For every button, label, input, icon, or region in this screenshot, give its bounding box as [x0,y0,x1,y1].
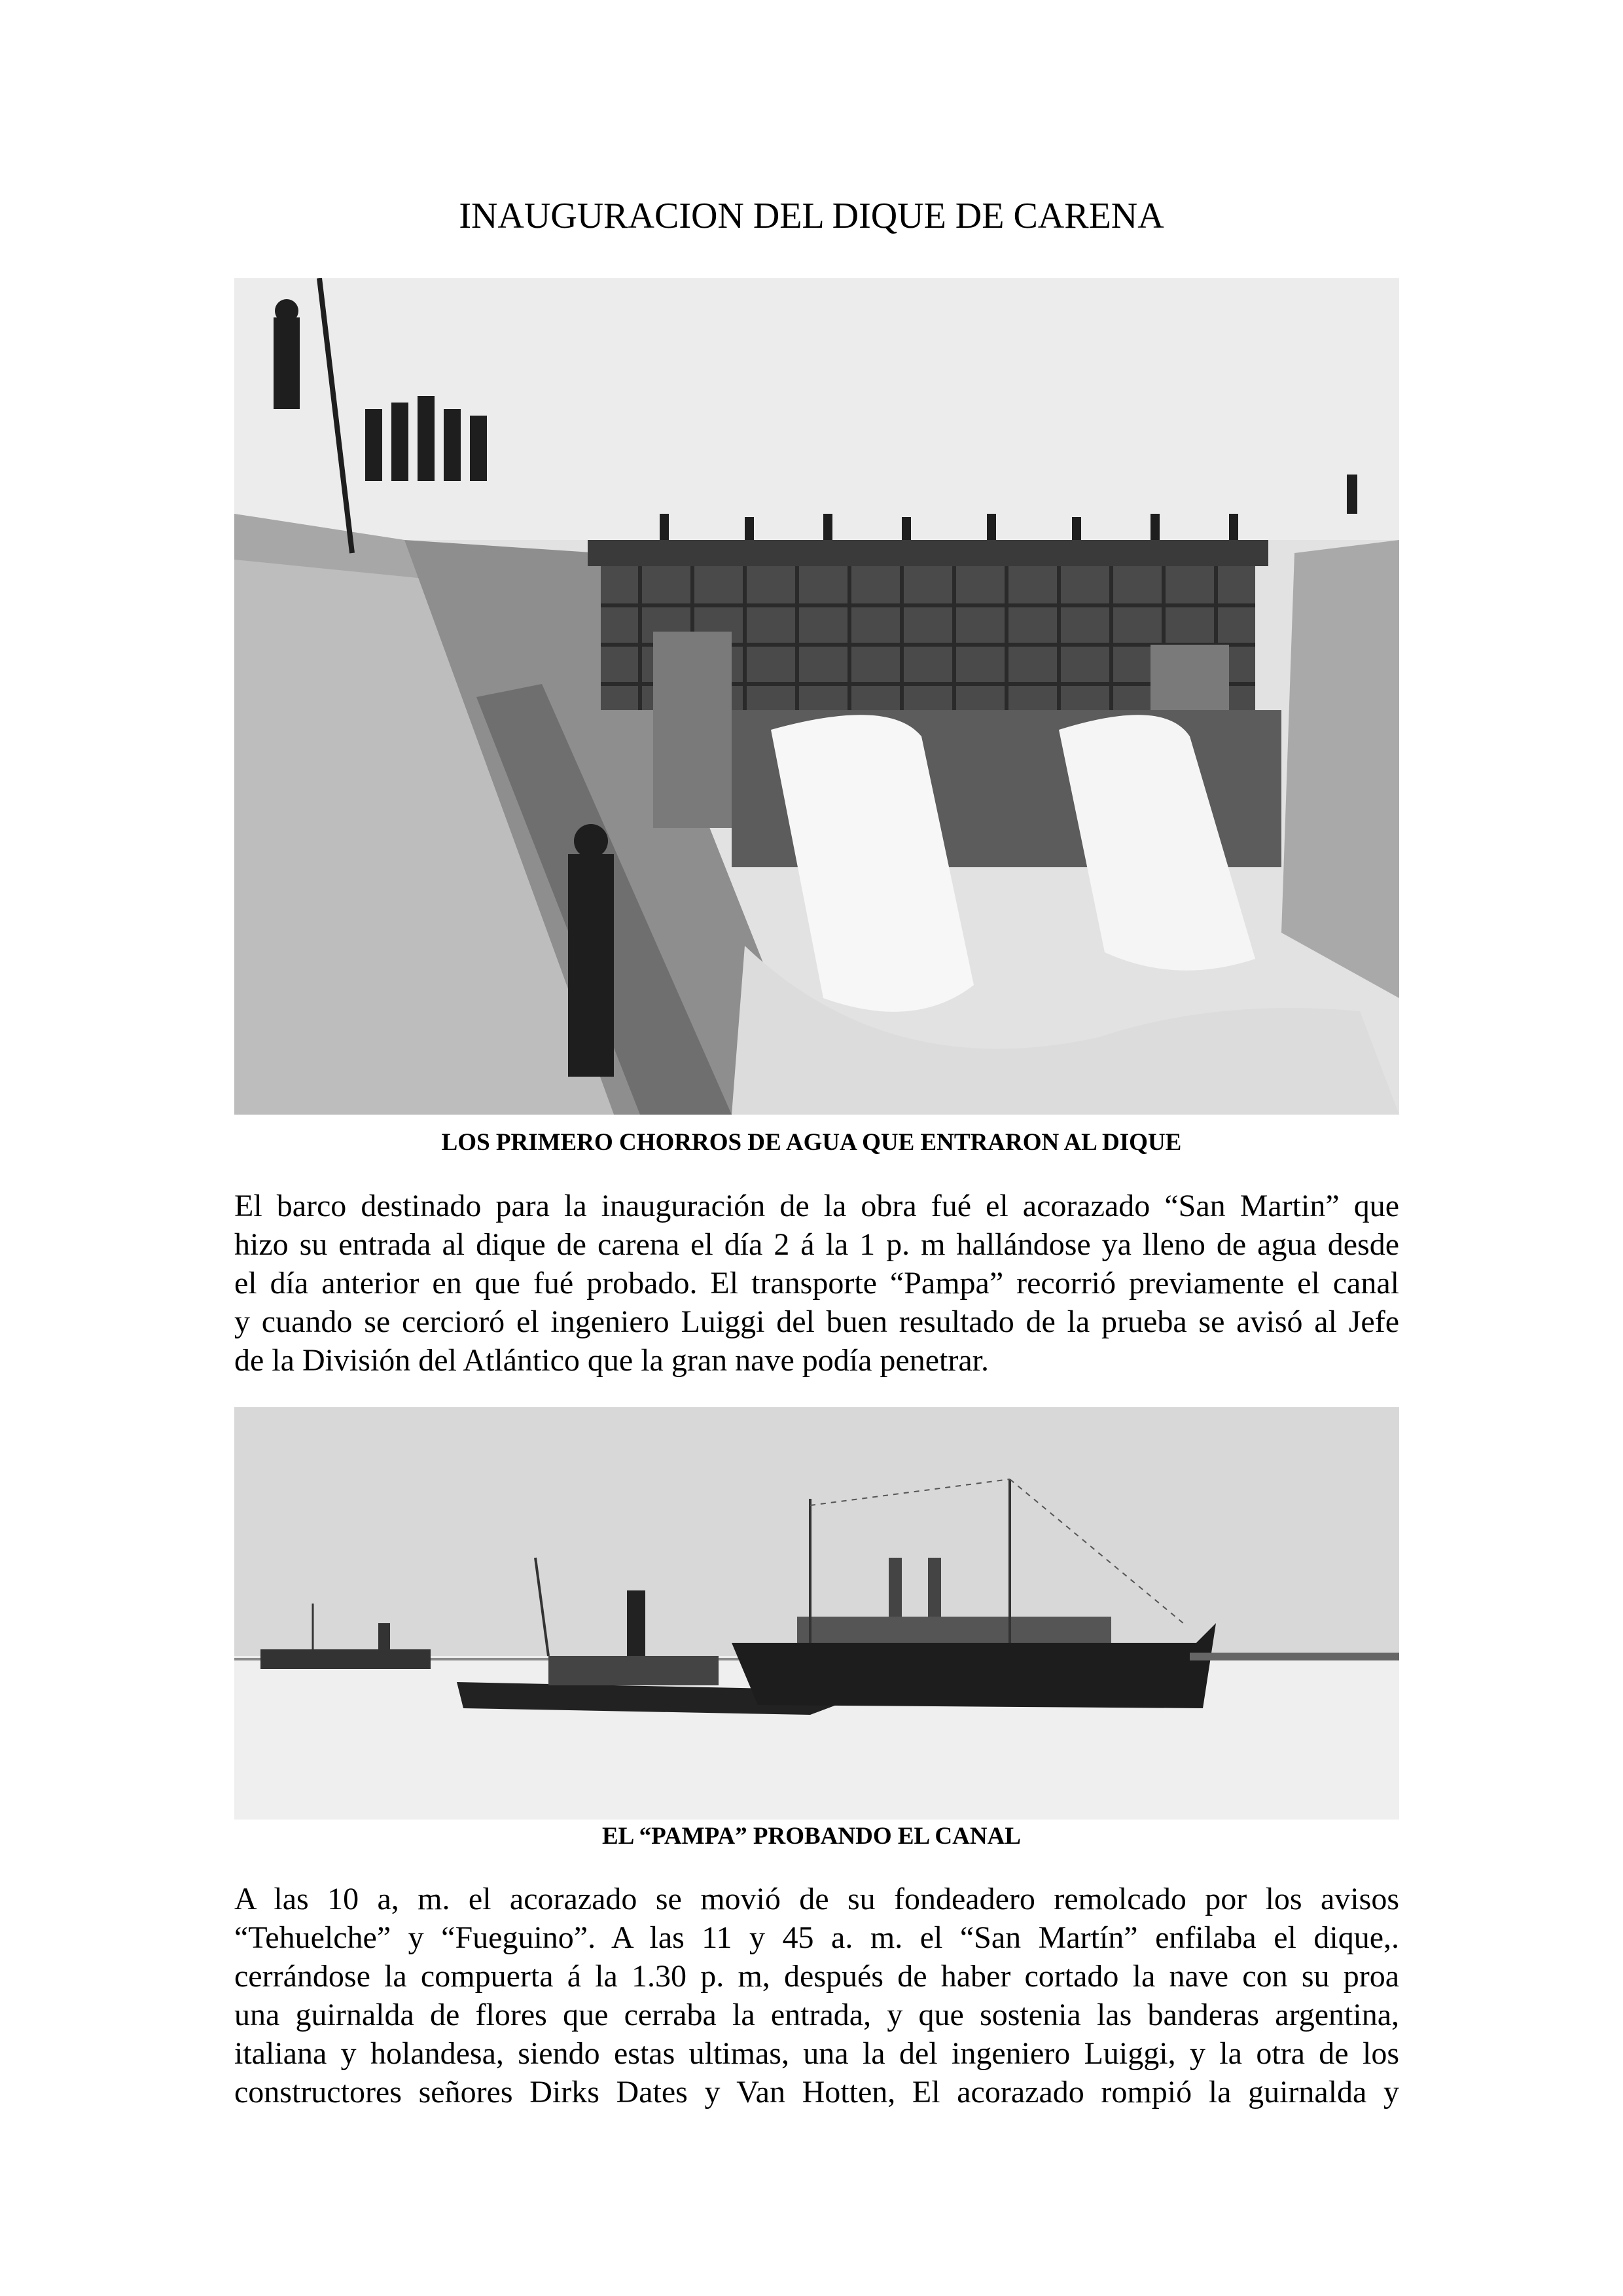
paragraph-line: “Tehuelche” y “Fueguino”. A las 11 y 45 a. m. el “San Martín” enfilaba el dique,. [234,1920,1399,1955]
figure-caption-1: LOS PRIMERO CHORROS DE AGUA QUE ENTRARON AL DIQUE [441,1129,1182,1156]
page-title: INAUGURACION DEL DIQUE DE CARENA [459,196,1164,236]
paragraph-line: y cuando se cercioró el ingeniero Luiggi del buen resultado de la prueba se avisó al Jefe [234,1304,1399,1339]
ships-canal-photo [234,1407,1399,1820]
paragraph-line: cerrándose la compuerta á la 1.30 p. m, después de haber cortado la nave con su proa [234,1959,1399,1994]
paragraph-line: constructores señores Dirks Dates y Van Hotten, El acorazado rompió la guirnalda y [234,2075,1399,2109]
paragraph-2 [234,1880,1399,2111]
figure-caption-2: EL “PAMPA” PROBANDO EL CANAL [602,1823,1021,1850]
ships-illustration [234,1407,1399,1820]
paragraph-line: El barco destinado para la inauguración de la obra fué el acorazado “San Martin” que [234,1189,1399,1223]
dry-dock-illustration [234,278,1399,1115]
dry-dock-photo [234,278,1399,1115]
paragraph-1 [234,1187,1399,1380]
paragraph-line: A las 10 a, m. el acorazado se movió de su fondeadero remolcado por los avisos [234,1882,1399,1916]
paragraph-line: italiana y holandesa, siendo estas ultimas, una la del ingeniero Luiggi, y la otra de los [234,2036,1399,2071]
paragraph-line: una guirnalda de flores que cerraba la entrada, y que sostenia las banderas argentina, [234,1998,1399,2032]
paragraph-line: hizo su entrada al dique de carena el día 2 á la 1 p. m hallándose ya lleno de agua desde [234,1227,1399,1262]
paragraph-line: el día anterior en que fué probado. El transporte “Pampa” recorrió previamente el canal [234,1266,1399,1300]
paragraph-line: de la División del Atlántico que la gran nave podía penetrar. [234,1343,989,1378]
